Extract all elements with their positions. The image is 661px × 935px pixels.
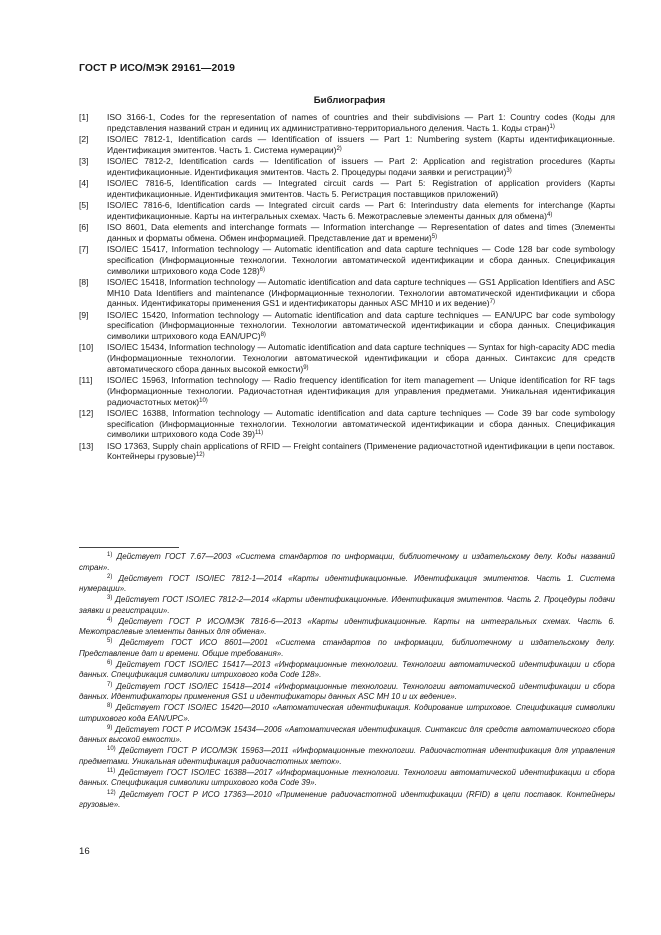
bibliography-entry (79, 156, 615, 178)
bibliography-list (79, 112, 615, 463)
footnote-ref: 6) (259, 266, 265, 273)
entry-number: [6] (79, 222, 89, 232)
footnote-ref: 8) (260, 332, 266, 338)
bibliography-entry (79, 408, 615, 440)
entry-number: [2] (79, 134, 89, 144)
footnote: $^{5)}$ Действует ГОСТ ИСО 8601—2001 «Система стандартов по информации, библиотечному и издательскому делу. Представление дат и времени. Общие требования». (79, 638, 615, 658)
footnotes (79, 552, 615, 811)
footnote-mark: 12) (107, 789, 116, 796)
entry-text: ISO/IEC 15417, Information technology — Automatic identification and data capture techniques — Code 128 bar code symbology specification (Информационные технологии. Технологии автоматической идентификации и сбора данных. Спецификация символики штрихового кода Code 128)$^{6)}$ (107, 244, 615, 276)
footnote: $^{7)}$ Действует ГОСТ ISO/IEC 15418—2014 «Информационные технологии. Технологии автоматической идентификации и сбора данных. Идентификаторы применения GS1 и идентификаторы данных ASC MH 10 и их ведение». (79, 681, 615, 702)
footnote-mark: 8) (107, 703, 113, 710)
footnote-ref: 3) (506, 167, 512, 174)
entry-text: ISO 8601, Data elements and interchange formats — Information interchange — Representation of dates and times (Элементы данных и форматы обмена. Обмен информацией. Представление дат и времени)$^{5)}$ (107, 222, 615, 243)
bibliography-entry (79, 441, 615, 463)
footnote: $^{3)}$ Действует ГОСТ ISO/IEC 7812-2—2014 «Карты идентификационные. Идентификация эмитентов. Часть 2. Процедуры подачи заявки и регистрации». (79, 595, 616, 615)
footnote: $^{6)}$ Действует ГОСТ ISO/IEC 15417—2013 «Информационные технологии. Технологии автоматической идентификации и сбора данных. Спецификация символики штрихового кода Code 128». (79, 659, 615, 680)
entry-number: [5] (79, 200, 89, 210)
footnote-ref: 12) (195, 452, 205, 459)
bibliography-entry (79, 342, 615, 374)
footnote-mark: 4) (107, 616, 113, 623)
footnote-ref: 9) (303, 364, 309, 371)
footnote-mark: 9) (107, 724, 113, 731)
bibliography-entry (79, 200, 615, 222)
entry-number: [10] (79, 342, 94, 353)
footnote-mark: 11) (107, 767, 116, 774)
bibliography-entry (79, 178, 615, 200)
footnote-ref: 4) (547, 211, 553, 218)
footnote: $^{8)}$ Действует ГОСТ ISO/IEC 15420—2010 «Автоматическая идентификация. Кодирование штриховое. Спецификация символики штрихового кода EAN/UPC». (79, 703, 616, 723)
footnote-separator (79, 547, 179, 548)
document-header: ГОСТ Р ИСО/МЭК 29161—2019 (79, 63, 235, 74)
footnote-mark: 7) (107, 681, 113, 688)
footnote-ref: 1) (549, 123, 555, 130)
entry-number: [7] (79, 244, 89, 254)
footnote-mark: 5) (107, 638, 113, 645)
footnote-ref: 5) (431, 233, 438, 240)
entry-text: ISO/IEC 15418, Information technology — Automatic identification and data capture techniques — GS1 Application Identifiers and ASC MH10 Data Identifiers and maintenance (Информационные технологии. Технологии автоматической идентификации и сбора данных. Идентификаторы применения GS1 и идентификаторы данных ASC MH10 и их ведение)$^{7)}$ (107, 276, 615, 309)
bibliography-entry (79, 112, 615, 134)
bibliography-entry (79, 277, 615, 309)
section-title: Библиография (313, 95, 386, 106)
footnote: $^{1)}$ Действует ГОСТ 7.67—2003 «Система стандартов по информации, библиотечному и издательскому делу. Коды названий стран». (79, 552, 615, 572)
bibliography-entry (79, 375, 615, 407)
entry-text: ISO/IEC 7812-2, Identification cards — Identification of issuers — Part 2: Application and registration procedures (Карты идентификационные. Идентификация эмитентов. Часть 2. Процедуры подачи заявки и регистрации)$^{3)}$ (107, 156, 615, 177)
entry-text: ISO 17363, Supply chain applications of RFID — Freight containers (Применение радиочастотной идентификации в цепи поставок. Контейнеры грузовые)$^{12)}$ (107, 440, 615, 462)
entry-text: ISO/IEC 7816-6, Identification cards — Integrated circuit cards — Part 6: Interindustry data elements for interchange (Карты идентификационные. Карты на интегральных схемах. Часть 6. Межотраслевые элементы данных для обмена)$^{4)}$ (107, 200, 615, 221)
footnote-mark: 2) (107, 573, 113, 580)
footnote-mark: 1) (107, 552, 113, 558)
entry-number: [11] (79, 375, 93, 385)
entry-text: ISO/IEC 7812-1, Identification cards — Identification of issuers — Part 1: Numbering system (Карты идентификационные. Идентификация эмитентов. Часть 1. Система нумерации)$^{2)}$ (107, 134, 615, 155)
bibliography-entry (79, 244, 615, 276)
bibliography-entry (79, 134, 615, 156)
entry-number: [13] (79, 440, 94, 451)
footnote-ref: 10) (199, 397, 208, 404)
entry-text: ISO 3166-1, Codes for the representation of names of countries and their subdivisions — Part 1: Country codes (Коды для представления названий стран и единиц их административно-территориального деления. Часть 1. Коды стран)$^{1)}$ (107, 112, 615, 133)
entry-text: ISO/IEC 15963, Information technology — Radio frequency identification for item management — Unique identification for RF tags (Информационные технологии. Радиочастотная идентификация для управления предметами. Уникальная идентификация радиочастотных меток)$^{10)}$ (107, 375, 615, 407)
footnote-ref: 2) (336, 145, 342, 152)
footnote-mark: 6) (107, 659, 113, 666)
entry-number: [4] (79, 178, 89, 188)
entry-text: ISO/IEC 15434, Information technology — Automatic identification and data capture techniques — Syntax for high-capacity ADC media (Информационные технологии. Технологии автоматической идентификации и сбора данных. Синтаксис для средств автоматического сбора данных высокой емкости)$^{9)}$ (107, 342, 615, 374)
footnote: $^{9)}$ Действует ГОСТ Р ИСО/МЭК 15434—2006 «Автоматическая идентификация. Синтаксис для средств автоматического сбора данных высокой емкости». (79, 724, 615, 745)
entry-number: [3] (79, 156, 89, 166)
bibliography-entry (79, 310, 615, 342)
entry-number: [9] (79, 309, 89, 320)
entry-number: [8] (79, 276, 89, 287)
entry-number: [1] (79, 112, 89, 122)
footnote: $^{10)}$ Действует ГОСТ Р ИСО/МЭК 15963—2011 «Информационные технологии. Радиочастотная идентификация для управления предметами. Уникальная идентификация радиочастотных меток». (79, 746, 615, 766)
entry-text: ISO/IEC 16388, Information technology — Automatic identification and data capture techniques — Code 39 bar code symbology specification (Информационные технологии. Технологии автоматической идентификации и сбора данных. Спецификация символики штрихового кода Code 39)$^{11)}$ (107, 407, 615, 440)
footnote-mark: 3) (107, 595, 113, 602)
entry-text: ISO/IEC 7816-5, Identification cards — Integrated circuit cards — Part 5: Registration of application providers (Карты идентификационные. Идентификация эмитентов. Часть 5. Регистрация поставщиков приложений) (107, 178, 615, 199)
bibliography-entry (79, 222, 615, 244)
footnote-mark: 10) (107, 746, 116, 753)
footnote: $^{2)}$ Действует ГОСТ ISO/IEC 7812-1—2014 «Карты идентификационные. Идентификация эмитентов. Часть 1. Система нумерации». (79, 573, 615, 594)
page-number: 16 (79, 846, 90, 857)
footnote: $^{12)}$ Действует ГОСТ Р ИСО 17363—2010 «Применение радиочастотной идентификации (RFID) в цепи поставок. Контейнеры грузовые». (79, 789, 615, 810)
footnote-ref: 7) (489, 299, 495, 306)
footnote: $^{11)}$ Действует ГОСТ ISO/IEC 16388—2017 «Информационные технологии. Технологии автоматической идентификации и сбора данных. Спецификация символики штрихового кода Code 39». (79, 767, 615, 788)
footnote-ref: 11) (254, 430, 264, 437)
footnote: $^{4)}$ Действует ГОСТ Р ИСО/МЭК 7816-6—2013 «Карты идентификационные. Карты на интегральных схемах. Часть 6. Межотраслевые элементы данных для обмена». (79, 616, 615, 637)
entry-number: [12] (79, 407, 94, 418)
entry-text: ISO/IEC 15420, Information technology — Automatic identification and data capture techniques — EAN/UPC bar code symbology specification (Информационные технологии. Технологии автоматической идентификации и сбора данных. Спецификация символики штрихового кода EAN/UPC)$^{8)}$ (107, 309, 615, 341)
